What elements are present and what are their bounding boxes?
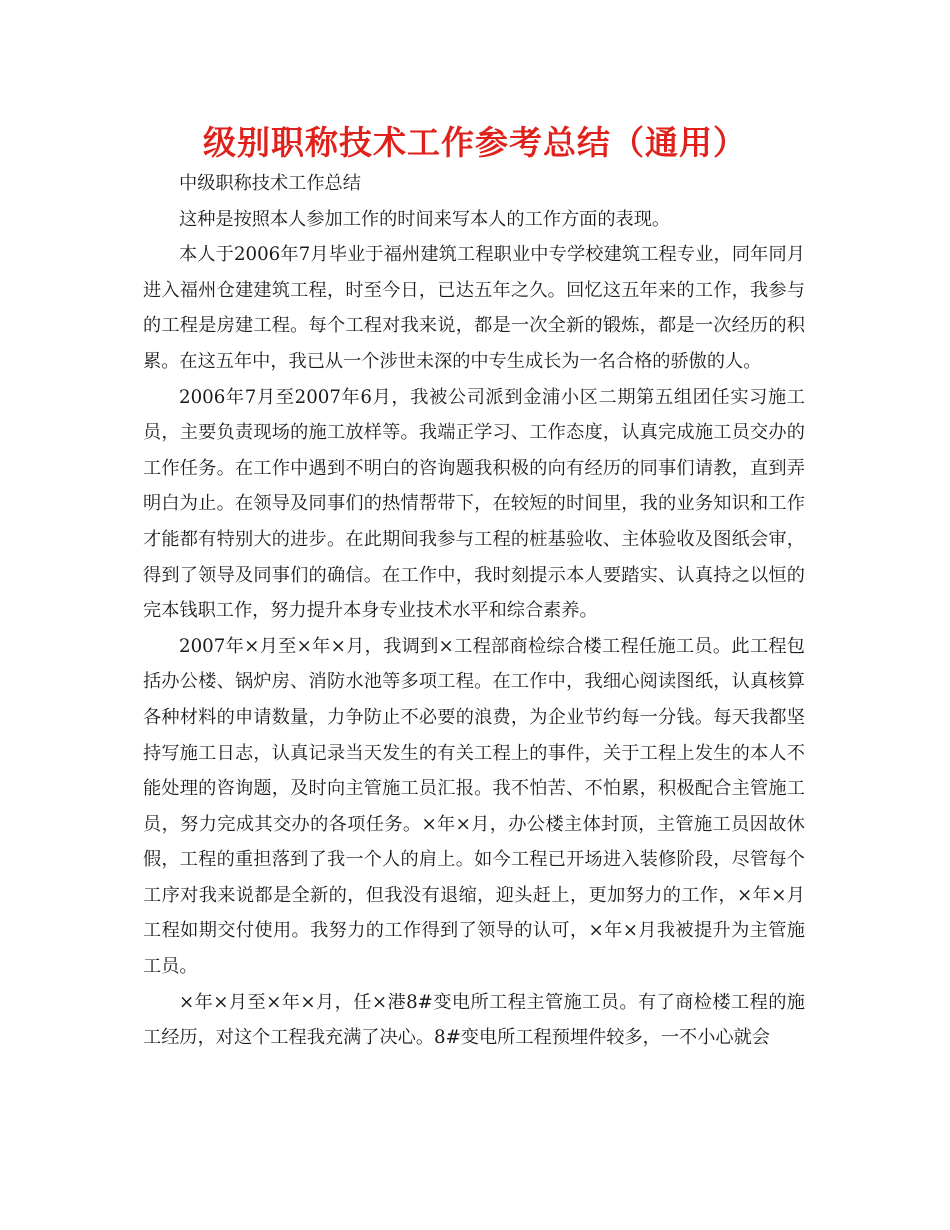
paragraph-substation: ×年×月至×年×月，任×港8#变电所工程主管施工员。有了商检楼工程的施工经历，对这个工程我充满了决心。8#变电所工程预埋件较多，一不小心就会 [143,991,805,1049]
document-title: 级别职称技术工作参考总结（通用） [203,123,747,162]
paragraph-2007-commercial-building: 2007年×月至×年×月，我调到×工程部商检综合楼工程任施工员。此工程包括办公楼、锅炉房、消防水池等多项工程。在工作中，我细心阅读图纸，认真核算各种材料的申请数量，力争防止不必要的浪费，为企业节约每一分钱。每天我都坚持写施工日志，认真记录当天发生的有关工程上的事件，关于工程上发生的本人不能处理的咨询题，及时向主管施工员汇报。我不怕苦、不怕累，积极配合主管施工员，努力完成其交办的各项任务。×年×月，办公楼主体封顶，主管施工员因故休假，工程的重担落到了我一个人的肩上。如今工程已开场进入装修阶段，尽管每个工序对我来说都是全新的，但我没有退缩，迎头赶上，更加努力的工作，×年×月工程如期交付使用。我努力的工作得到了领导的认可，×年×月我被提升为主管施工员。 [143,635,805,978]
paragraph-2006-2007: 2006年7月至2007年6月，我被公司派到金浦小区二期第五组团任实习施工员，主要负责现场的施工放样等。我端正学习、工作态度，认真完成施工员交办的工作任务。在工作中遇到不明白的咨询题我积极的向有经历的同事们请教，直到弄明白为止。在领导及同事们的热情帮带下，在较短的时间里，我的业务知识和工作才能都有特别大的进步。在此期间我参与工程的桩基验收、主体验收及图纸会审，得到了领导及同事们的确信。在工作中，我时刻提示本人要踏实、认真持之以恒的完本钱职工作，努力提升本身专业技术水平和综合素养。 [143,386,805,622]
paragraph-intro: 这种是按照本人参加工作的时间来写本人的工作方面的表现。 [179,208,671,230]
document-subtitle: 中级职称技术工作总结 [179,173,361,194]
paragraph-background: 本人于2006年7月毕业于福州建筑工程职业中专学校建筑工程专业，同年同月进入福州仓建建筑工程，时至今日，已达五年之久。回忆这五年来的工作，我参与的工程是房建工程。每个工程对我来说，都是一次全新的锻炼，都是一次经历的积累。在这五年中，我已从一个涉世未深的中专生成长为一名合格的骄傲的人。 [143,244,805,372]
document-body [143,166,805,1056]
